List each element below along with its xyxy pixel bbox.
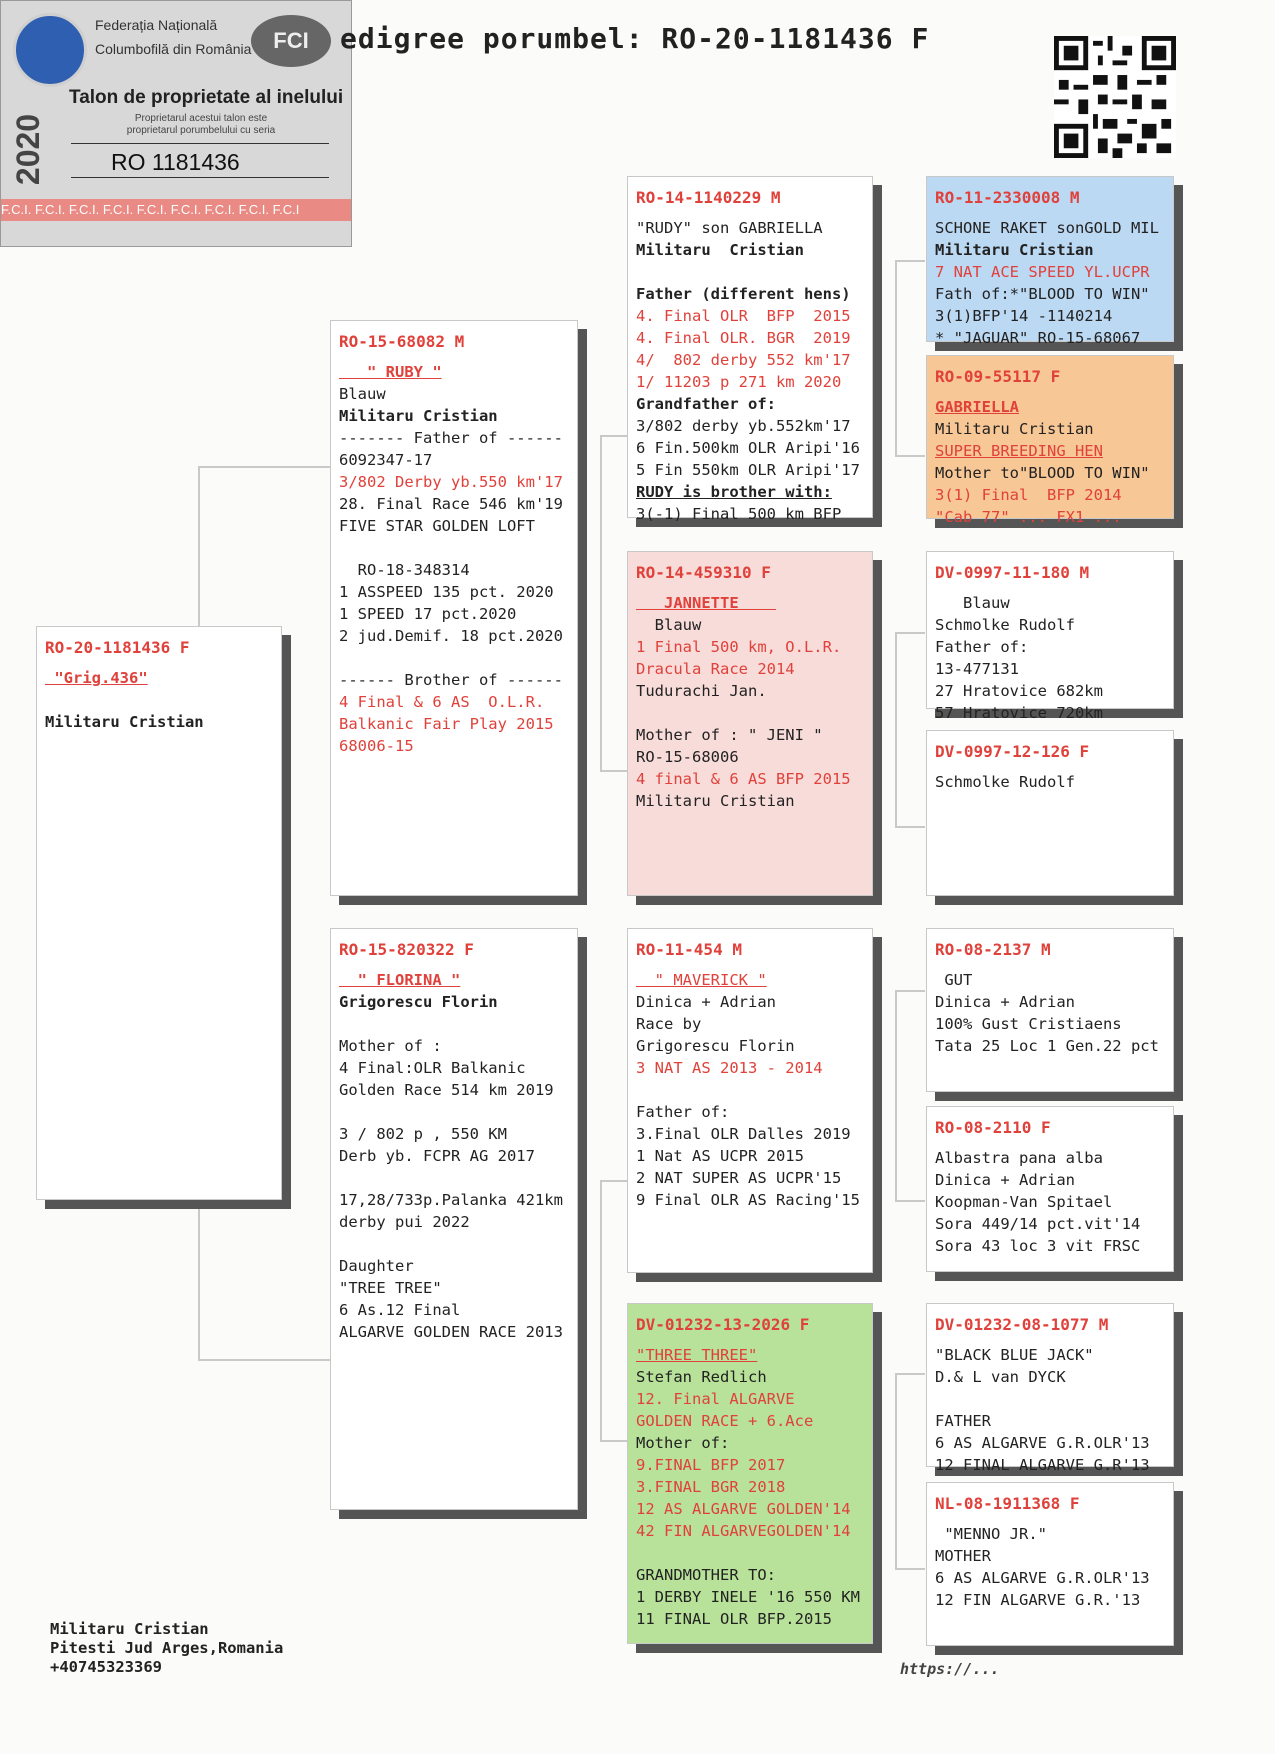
card-ggp-8[interactable] — [926, 1482, 1174, 1646]
card-dam-dam[interactable] — [627, 1303, 873, 1644]
card-line: " RUBY " — [339, 363, 442, 381]
connector-line — [895, 1200, 925, 1202]
connector-line — [600, 1180, 628, 1182]
card-line: "TREE TREE" — [339, 1279, 442, 1297]
card-line: Militaru Cristian — [636, 792, 795, 810]
federation-name-line1: Federația Națională — [95, 17, 218, 33]
card-line: 5 Fin 550km OLR Aripi'17 — [636, 461, 860, 479]
card-line: 4 Final:OLR Balkanic — [339, 1059, 526, 1077]
card-line: 11 FINAL OLR BFP.2015 — [636, 1610, 832, 1628]
card-line: 42 FIN ALGARVEGOLDEN'14 — [636, 1522, 851, 1540]
card-line: Sora 449/14 pct.vit'14 — [935, 1215, 1141, 1233]
connector-line — [895, 826, 925, 828]
card-line: Father of: — [935, 638, 1029, 656]
card-line: Koopman-Van Spitael — [935, 1193, 1113, 1211]
card-line: RUDY is brother with: — [636, 483, 832, 501]
card-line: Militaru Cristian — [935, 241, 1094, 259]
connector-line — [895, 632, 925, 634]
card-line: Blauw — [339, 385, 386, 403]
card-ggp-4[interactable] — [926, 730, 1174, 896]
card-line: 4. Final OLR. BGR 2019 — [636, 329, 851, 347]
card-line: Race by — [636, 1015, 702, 1033]
card-line — [339, 1167, 569, 1189]
card-line: 12 FIN ALGARVE G.R.'13 — [935, 1591, 1141, 1609]
card-line: Schmolke Rudolf — [935, 773, 1075, 791]
connector-line — [600, 1300, 602, 1440]
stamp-year: 2020 — [10, 113, 47, 186]
card-line: Mother of: — [636, 1434, 730, 1452]
card-line: " MAVERICK " — [636, 971, 767, 989]
ring-number: RO-14-1140229 M — [636, 188, 781, 207]
card-line: Tudurachi Jan. — [636, 682, 767, 700]
qr-code-icon[interactable] — [1054, 36, 1176, 158]
card-line: "BLACK BLUE JACK" — [935, 1346, 1094, 1364]
connector-line — [895, 1373, 925, 1375]
card-line: 4. Final OLR BFP 2015 — [636, 307, 851, 325]
card-line: 27 Hratovice 682km — [935, 682, 1103, 700]
card-line: 12. Final ALGARVE — [636, 1390, 795, 1408]
card-line — [339, 1233, 569, 1255]
card-line: Dinica + Adrian — [636, 993, 776, 1011]
card-line: 1 DERBY INELE '16 550 KM — [636, 1588, 860, 1606]
card-line: Schmolke Rudolf — [935, 616, 1075, 634]
ring-number: RO-14-459310 F — [636, 563, 771, 582]
card-line: Blauw — [935, 594, 1010, 612]
card-line: 4 Final & 6 AS O.L.R. — [339, 693, 545, 711]
card-ggp-5[interactable] — [926, 928, 1174, 1092]
stamp-title: Talon de proprietate al inelului — [69, 87, 344, 108]
card-line: "RUDY" son GABRIELLA — [636, 219, 823, 237]
card-line: FIVE STAR GOLDEN LOFT — [339, 517, 535, 535]
card-line: Dinica + Adrian — [935, 993, 1075, 1011]
card-line — [935, 1388, 1165, 1410]
stamp-divider — [71, 143, 329, 144]
ring-number: RO-08-2110 F — [935, 1118, 1051, 1137]
connector-line — [895, 1373, 897, 1568]
card-line: Grigorescu Florin — [339, 993, 498, 1011]
stamp-fci-band: F.C.I. F.C.I. F.C.I. F.C.I. F.C.I. F.C.I. F.C.I. F.C.I. F.C.I — [1, 199, 351, 221]
card-line: Militaru Cristian — [45, 713, 204, 731]
connector-line — [895, 455, 925, 457]
card-line: Grigorescu Florin — [636, 1037, 795, 1055]
card-line: Militaru Cristian — [636, 241, 804, 259]
card-line: GRANDMOTHER TO: — [636, 1566, 776, 1584]
ring-number: RO-08-2137 M — [935, 940, 1051, 959]
card-line: 9.FINAL BFP 2017 — [636, 1456, 786, 1474]
connector-line — [198, 1205, 200, 1360]
card-line — [339, 647, 569, 669]
connector-line — [600, 770, 628, 772]
card-dam-sire[interactable] — [627, 928, 873, 1273]
card-line: MOTHER — [935, 1547, 991, 1565]
ring-number: RO-20-1181436 F — [45, 638, 190, 657]
card-line: 3 / 802 p , 550 KM — [339, 1125, 507, 1143]
card-line: 9 Final OLR AS Racing'15 — [636, 1191, 860, 1209]
connector-line — [895, 632, 897, 827]
card-line: 6 AS ALGARVE G.R.OLR'13 — [935, 1569, 1150, 1587]
card-line — [636, 261, 864, 283]
owner-address: Pitesti Jud Arges,Romania — [50, 1639, 284, 1657]
card-line: GOLDEN RACE + 6.Ace — [636, 1412, 814, 1430]
owner-contact — [50, 1620, 283, 1677]
card-line: 3.FINAL BGR 2018 — [636, 1478, 786, 1496]
card-line — [636, 702, 864, 724]
ring-number: RO-11-2330008 M — [935, 188, 1080, 207]
stamp-subtitle-1: Proprietarul acestui talon este — [134, 113, 268, 124]
card-line: 28. Final Race 546 km'19 — [339, 495, 563, 513]
card-line: D.& L van DYCK — [935, 1368, 1066, 1386]
card-line: 17,28/733p.Palanka 421km — [339, 1191, 563, 1209]
card-line: 6 Fin.500km OLR Aripi'16 — [636, 439, 860, 457]
card-line: Dinica + Adrian — [935, 1171, 1075, 1189]
card-line: Daughter — [339, 1257, 414, 1275]
card-line — [636, 1079, 864, 1101]
ring-number: RO-15-68082 M — [339, 332, 465, 351]
stamp-subtitle-2: proprietarul porumbelului cu seria — [126, 125, 276, 136]
card-line: 12 AS ALGARVE GOLDEN'14 — [636, 1500, 851, 1518]
card-line: Militaru Cristian — [935, 420, 1094, 438]
card-line: RO-15-68006 — [636, 748, 739, 766]
card-line: Fath of:*"BLOOD TO WIN" — [935, 285, 1150, 303]
card-line: Tata 25 Loc 1 Gen.22 pct — [935, 1037, 1159, 1055]
card-line: SCHONE RAKET sonGOLD MIL — [935, 219, 1159, 237]
card-line: Mother of : " JENI " — [636, 726, 823, 744]
card-line: GUT — [935, 971, 973, 989]
card-line: " FLORINA " — [339, 971, 461, 989]
card-line — [339, 537, 569, 559]
card-line: Albastra pana alba — [935, 1149, 1103, 1167]
card-line: "Cab 77" ... FX1 ... — [935, 508, 1122, 526]
owner-phone: +40745323369 — [50, 1658, 162, 1676]
connector-line — [895, 990, 897, 1200]
fci-logo-icon: FCI — [251, 15, 331, 67]
card-line: Dracula Race 2014 — [636, 660, 795, 678]
card-line — [636, 1542, 864, 1564]
card-line: 6092347-17 — [339, 451, 433, 469]
card-line — [45, 689, 273, 711]
connector-line — [198, 466, 200, 626]
card-line: Grandfather of: — [636, 395, 776, 413]
card-line: 68006-15 — [339, 737, 414, 755]
ring-number: NL-08-1911368 F — [935, 1494, 1080, 1513]
card-line: Derb yb. FCPR AG 2017 — [339, 1147, 535, 1165]
connector-line — [895, 260, 925, 262]
card-line: 3/802 Derby yb.550 km'17 — [339, 473, 563, 491]
card-line: 3/802 derby yb.552km'17 — [636, 417, 851, 435]
card-line: 3(1)BFP'14 -1140214 — [935, 307, 1113, 325]
card-sire[interactable] — [330, 320, 578, 896]
card-line: "Grig.436" — [45, 669, 148, 687]
card-line — [339, 1101, 569, 1123]
card-ggp-2[interactable] — [926, 355, 1174, 526]
card-line: 12 FINAL ALGARVE G.R'13 — [935, 1456, 1150, 1474]
card-ggp-1[interactable] — [926, 176, 1174, 347]
connector-line — [895, 990, 925, 992]
card-ggp-7[interactable] — [926, 1303, 1174, 1474]
ring-number: DV-0997-12-126 F — [935, 742, 1090, 761]
card-line: 4/ 802 derby 552 km'17 — [636, 351, 851, 369]
ring-number: RO-15-820322 F — [339, 940, 474, 959]
connector-line — [600, 435, 628, 437]
card-line: 2 NAT SUPER AS UCPR'15 — [636, 1169, 842, 1187]
card-line: * "JAGUAR" RO-15-68067 — [935, 329, 1141, 347]
connector-line — [198, 466, 330, 468]
connector-line — [600, 595, 602, 770]
card-line: Stefan Redlich — [636, 1368, 767, 1386]
connector-line — [600, 1440, 628, 1442]
card-line: 100% Gust Cristiaens — [935, 1015, 1122, 1033]
card-line: ------- Father of ------ — [339, 429, 563, 447]
ring-number: DV-01232-13-2026 F — [636, 1315, 810, 1334]
card-line: ------ Brother of ------ — [339, 671, 563, 689]
card-line: derby pui 2022 — [339, 1213, 470, 1231]
card-line: Mother of : — [339, 1037, 442, 1055]
card-line: JANNETTE — [636, 594, 776, 612]
card-line: 6 As.12 Final — [339, 1301, 461, 1319]
card-line: SUPER BREEDING HEN — [935, 442, 1103, 460]
federation-logo-icon — [13, 13, 87, 87]
card-line: 3(-1) Final 500 km BFP — [636, 505, 842, 523]
card-line: 1 SPEED 17 pct.2020 — [339, 605, 517, 623]
card-line: 2 jud.Demif. 18 pct.2020 — [339, 627, 563, 645]
owner-name: Militaru Cristian — [50, 1620, 209, 1638]
card-line: Blauw — [636, 616, 702, 634]
card-dam[interactable] — [330, 928, 578, 1510]
card-line: Golden Race 514 km 2019 — [339, 1081, 554, 1099]
stamp-divider — [71, 177, 329, 178]
card-line — [339, 1013, 569, 1035]
card-sire-sire[interactable] — [627, 176, 873, 523]
ring-number: RO-09-55117 F — [935, 367, 1061, 386]
card-line: FATHER — [935, 1412, 991, 1430]
card-line: 3.Final OLR Dalles 2019 — [636, 1125, 851, 1143]
card-line: 57 Hratovice 720km — [935, 704, 1103, 722]
card-ggp-3[interactable] — [926, 551, 1174, 722]
card-line: 3(1) Final BFP 2014 — [935, 486, 1122, 504]
card-line: "THREE THREE" — [636, 1346, 758, 1364]
card-line: "MENNO JR." — [935, 1525, 1047, 1543]
card-line: 1 ASSPEED 135 pct. 2020 — [339, 583, 554, 601]
connector-line — [600, 1180, 602, 1300]
card-line: GABRIELLA — [935, 398, 1019, 416]
card-line: 1 Final 500 km, O.L.R. — [636, 638, 842, 656]
ring-number: RO-11-454 M — [636, 940, 742, 959]
card-ggp-6[interactable] — [926, 1106, 1174, 1272]
connector-line — [198, 1359, 330, 1361]
card-line: 4 final & 6 AS BFP 2015 — [636, 770, 851, 788]
stamp-ring-number: RO 1181436 — [111, 149, 240, 175]
card-line: Sora 43 loc 3 vit FRSC — [935, 1237, 1141, 1255]
ring-number: DV-0997-11-180 M — [935, 563, 1090, 582]
connector-line — [600, 435, 602, 595]
card-sire-dam[interactable] — [627, 551, 873, 896]
card-line: 6 AS ALGARVE G.R.OLR'13 — [935, 1434, 1150, 1452]
card-line: Balkanic Fair Play 2015 — [339, 715, 554, 733]
card-line: 1/ 11203 p 271 km 2020 — [636, 373, 842, 391]
connector-line — [895, 260, 897, 455]
card-line: 7 NAT ACE SPEED YL.UCPR — [935, 263, 1150, 281]
card-subject[interactable] — [36, 626, 282, 1200]
connector-line — [895, 1568, 925, 1570]
card-line: 13-477131 — [935, 660, 1019, 678]
federation-name-line2: Columbofilă din România — [95, 41, 252, 57]
card-line: Militaru Cristian — [339, 407, 498, 425]
card-line: ALGARVE GOLDEN RACE 2013 — [339, 1323, 563, 1341]
ring-ownership-stamp — [0, 0, 352, 247]
page-title: edigree porumbel: RO-20-1181436 F — [340, 22, 930, 55]
card-line: RO-18-348314 — [339, 561, 470, 579]
website-link[interactable]: https://... — [900, 1660, 1000, 1678]
card-line: Mother to"BLOOD TO WIN" — [935, 464, 1150, 482]
card-line: 1 Nat AS UCPR 2015 — [636, 1147, 804, 1165]
card-line: 3 NAT AS 2013 - 2014 — [636, 1059, 823, 1077]
card-line: Father of: — [636, 1103, 730, 1121]
card-line: Father (different hens) — [636, 285, 851, 303]
ring-number: DV-01232-08-1077 M — [935, 1315, 1109, 1334]
